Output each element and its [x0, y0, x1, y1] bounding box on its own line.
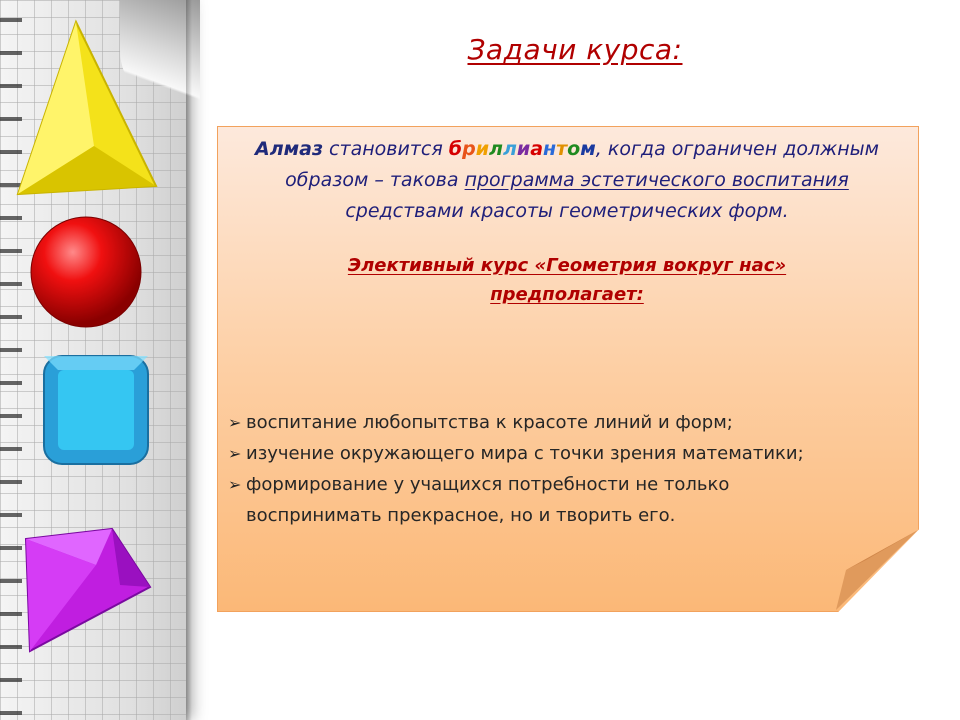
rainbow-letter: и: [516, 138, 531, 160]
rainbow-letter: а: [530, 138, 544, 160]
card-folded-corner: [836, 530, 918, 610]
slide-title-text: Задачи курса:: [467, 33, 683, 66]
list-item-text: изучение окружающего мира с точки зрения математики;: [246, 443, 804, 464]
lead-bold-word: Алмаз: [255, 138, 324, 160]
list-item-text: воспитание любопытства к красоте линий и форм;: [246, 412, 733, 433]
lead-paragraph: [229, 134, 905, 227]
list-item: [228, 407, 908, 438]
arrow-bullet-icon: ➢: [228, 413, 242, 432]
rainbow-letter: м: [580, 138, 596, 160]
slide-title: [0, 33, 960, 66]
red-sphere-shape: [28, 214, 144, 330]
lead-text-3: средствами красоты геометрических форм.: [345, 200, 789, 222]
course-heading: [217, 251, 917, 309]
rainbow-word: [449, 138, 596, 160]
course-heading-line1: Элективный курс «Геометрия вокруг нас»: [347, 255, 787, 276]
arrow-bullet-icon: ➢: [228, 444, 242, 463]
card-text: [217, 134, 917, 309]
arrow-bullet-icon: ➢: [228, 475, 242, 494]
rainbow-letter: б: [448, 138, 463, 160]
list-item-continuation: воспринимать прекрасное, но и творить его.: [246, 505, 676, 526]
purple-prism-shape: [20, 525, 156, 655]
rainbow-letter: л: [489, 138, 503, 160]
rainbow-letter: о: [567, 138, 581, 160]
rainbow-letter: н: [543, 138, 557, 160]
lead-text-1: становится: [323, 138, 449, 160]
rainbow-letter: и: [475, 138, 490, 160]
rainbow-letter: л: [502, 138, 517, 160]
lead-text-2: , когда ограничен должным образом – такова: [285, 138, 879, 191]
list-item: [228, 469, 908, 500]
rainbow-letter: т: [556, 138, 568, 160]
course-heading-line2: предполагает:: [490, 284, 644, 305]
lead-underlined-phrase: программа эстетического воспитания: [464, 169, 849, 191]
list-item-text: формирование у учащихся потребности не только: [246, 474, 730, 495]
bullet-list: [228, 407, 908, 531]
blue-cube-shape: [40, 352, 152, 468]
rainbow-letter: р: [462, 138, 476, 160]
list-item: [228, 438, 908, 469]
strip-shadow: [186, 0, 192, 720]
